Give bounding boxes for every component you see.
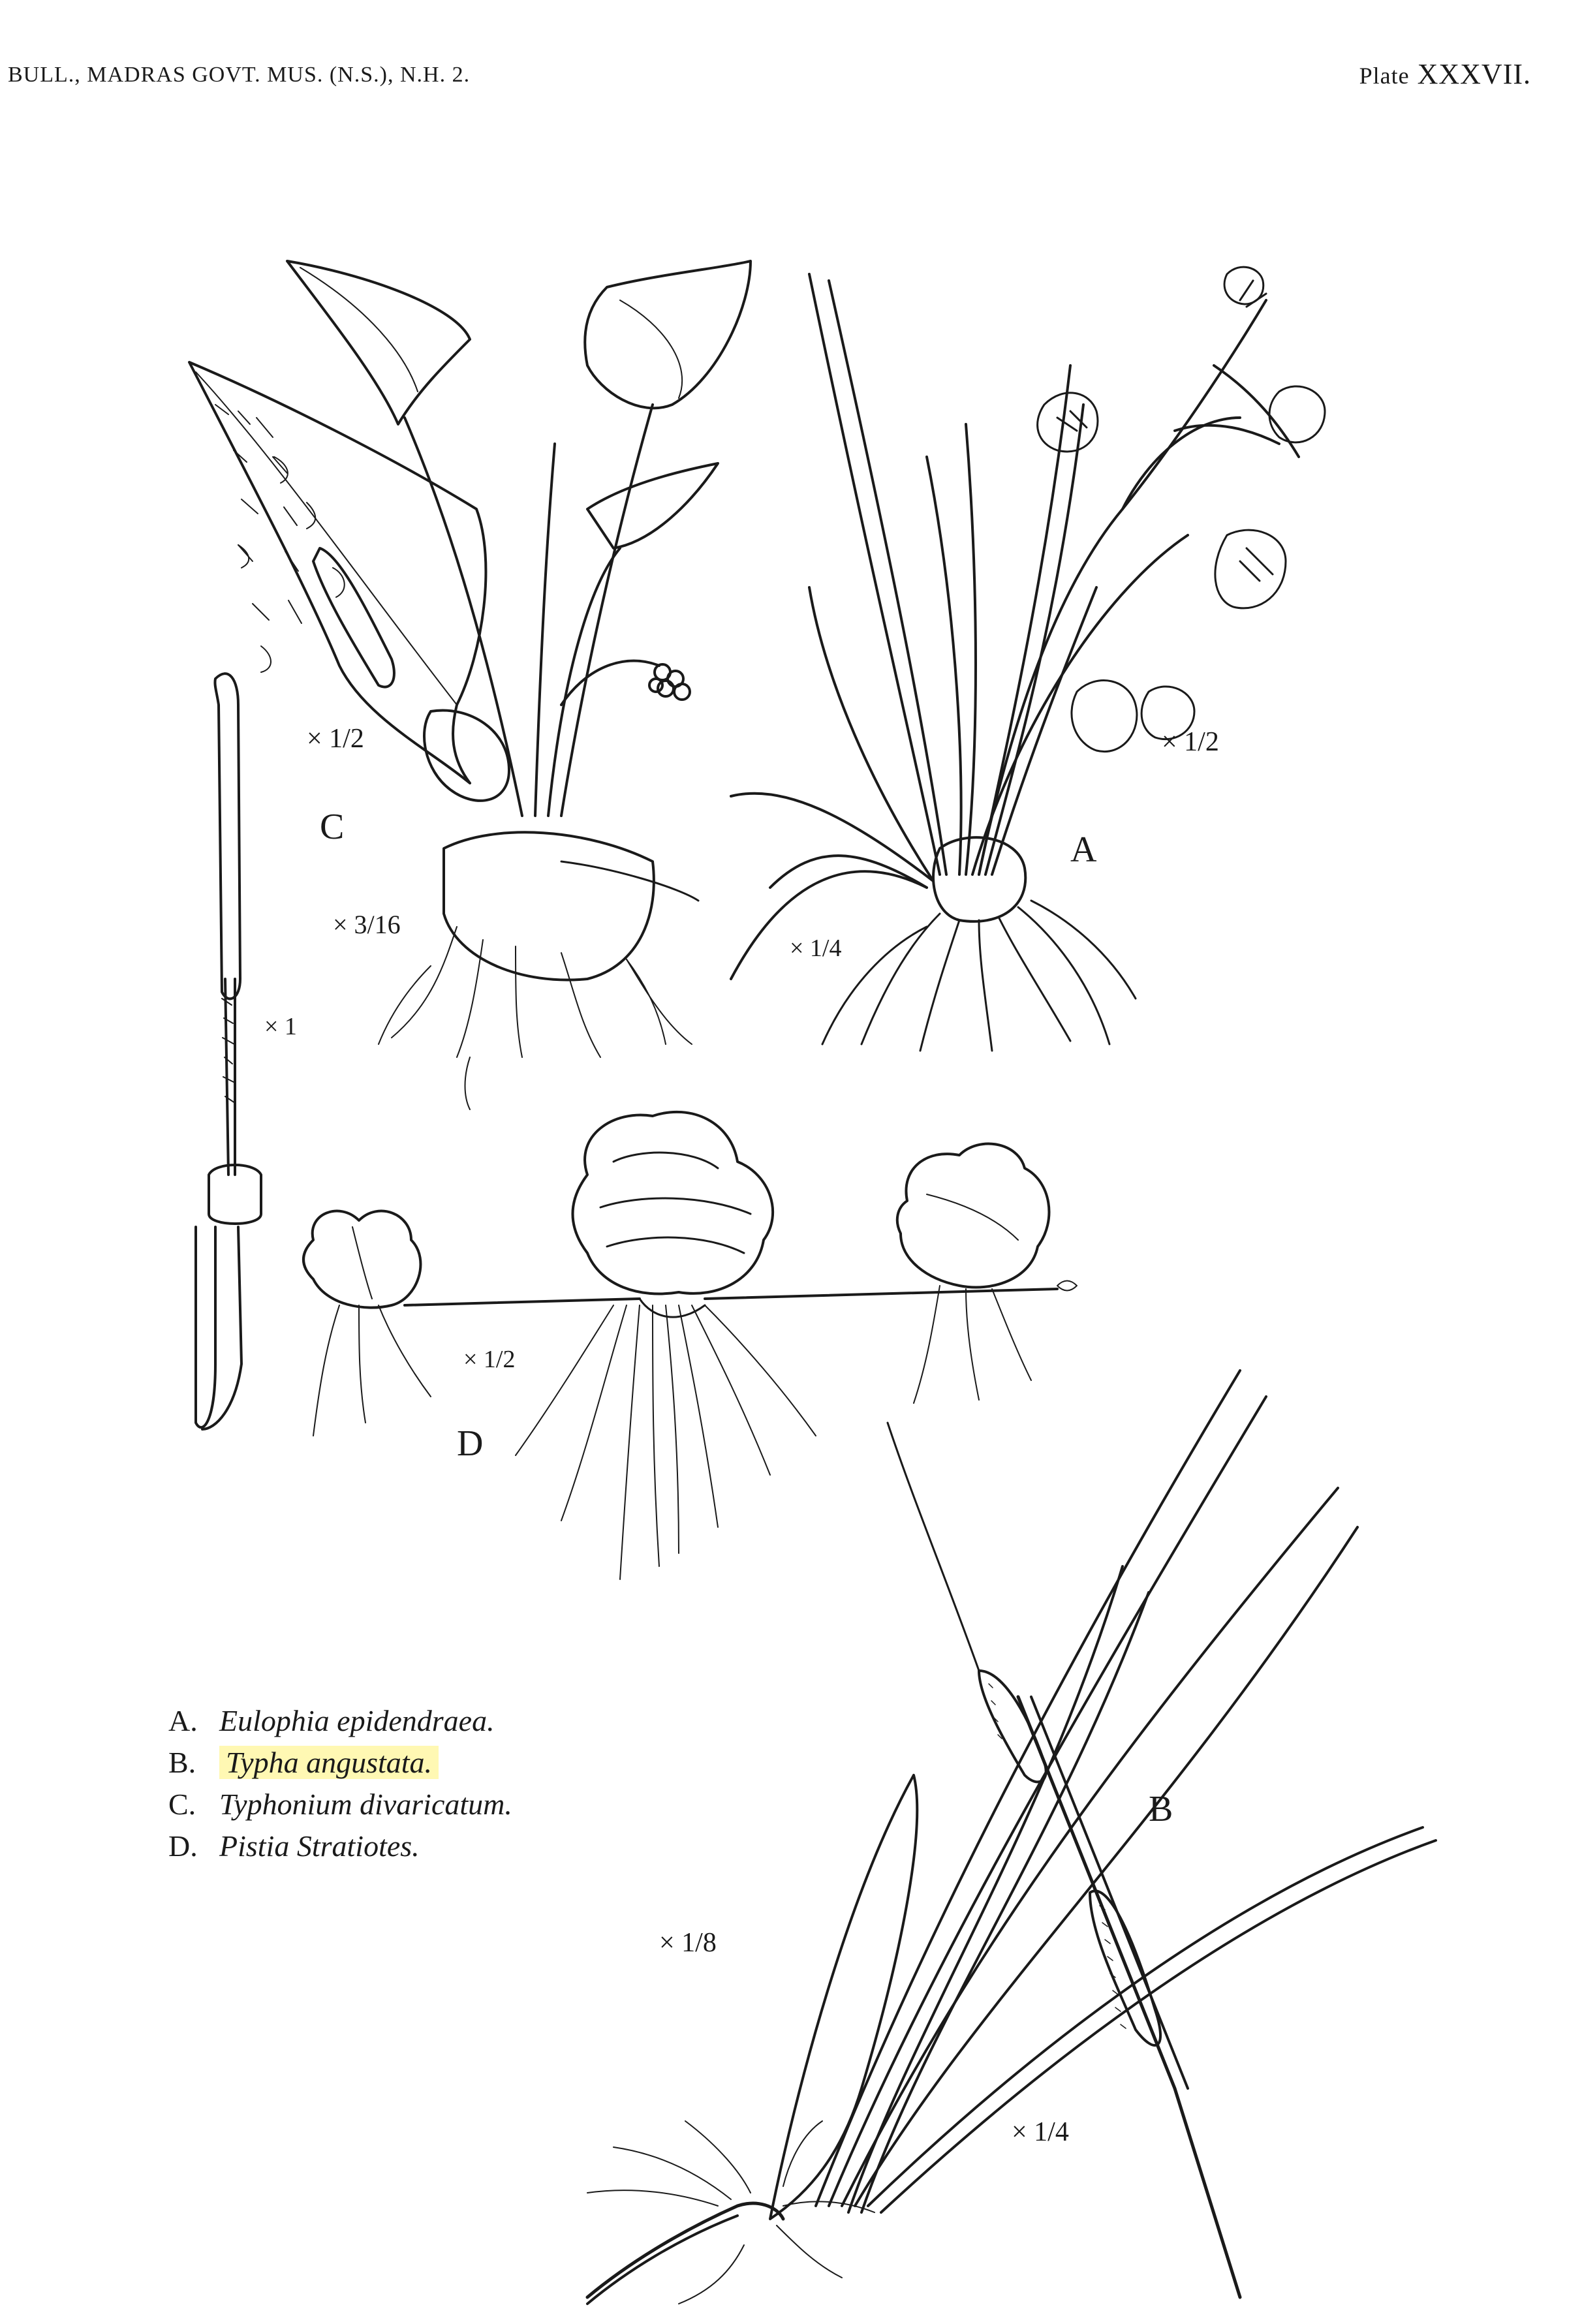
plate-word: Plate <box>1359 63 1410 89</box>
figure-b-typha-drawing <box>587 1371 1436 2304</box>
scale-mark-a-flowers: × 1/2 <box>1162 727 1219 757</box>
legend-letter: D. <box>168 1829 198 1863</box>
journal-header: BULL., MADRAS GOVT. MUS. (N.S.), N.H. 2. <box>8 63 471 87</box>
figure-label-d: D <box>457 1423 484 1464</box>
legend-species-name: Typha angustata. <box>219 1746 439 1779</box>
legend-species-name: Pistia Stratiotes. <box>219 1829 420 1863</box>
legend-letter: C. <box>168 1788 196 1821</box>
scale-mark-c-corm: × 3/16 <box>333 910 401 939</box>
legend-species-name: Typhonium divaricatum. <box>219 1788 512 1821</box>
species-legend <box>168 1700 512 1867</box>
legend-item-c <box>168 1784 512 1825</box>
legend-species-name: Eulophia epidendraea. <box>219 1704 495 1737</box>
scale-mark-a-base: × 1/4 <box>790 935 842 962</box>
scale-mark-c-leaf: × 1/2 <box>307 724 364 754</box>
figure-c-spadix-detail <box>196 674 261 1429</box>
scale-mark-d-plant: × 1/2 <box>463 1346 516 1373</box>
figure-a-eulophia-drawing <box>731 267 1325 1051</box>
plate-roman-numeral: XXXVII. <box>1417 58 1531 90</box>
scale-mark-b-base: × 1/8 <box>659 1928 717 1958</box>
figure-d-pistia-drawing <box>303 1112 1077 1579</box>
legend-item-d <box>168 1825 512 1867</box>
legend-item-b-highlighted <box>168 1742 512 1784</box>
legend-item-a <box>168 1700 512 1742</box>
figure-c-typhonium-drawing <box>189 261 751 1109</box>
legend-letter: B. <box>168 1746 196 1779</box>
legend-letter: A. <box>168 1704 198 1737</box>
scale-mark-b-spike: × 1/4 <box>1012 2117 1069 2147</box>
scale-mark-c-spadix: × 1 <box>264 1013 297 1040</box>
figure-label-a: A <box>1070 829 1097 870</box>
figure-label-b: B <box>1149 1789 1173 1829</box>
figure-label-c: C <box>320 807 345 847</box>
